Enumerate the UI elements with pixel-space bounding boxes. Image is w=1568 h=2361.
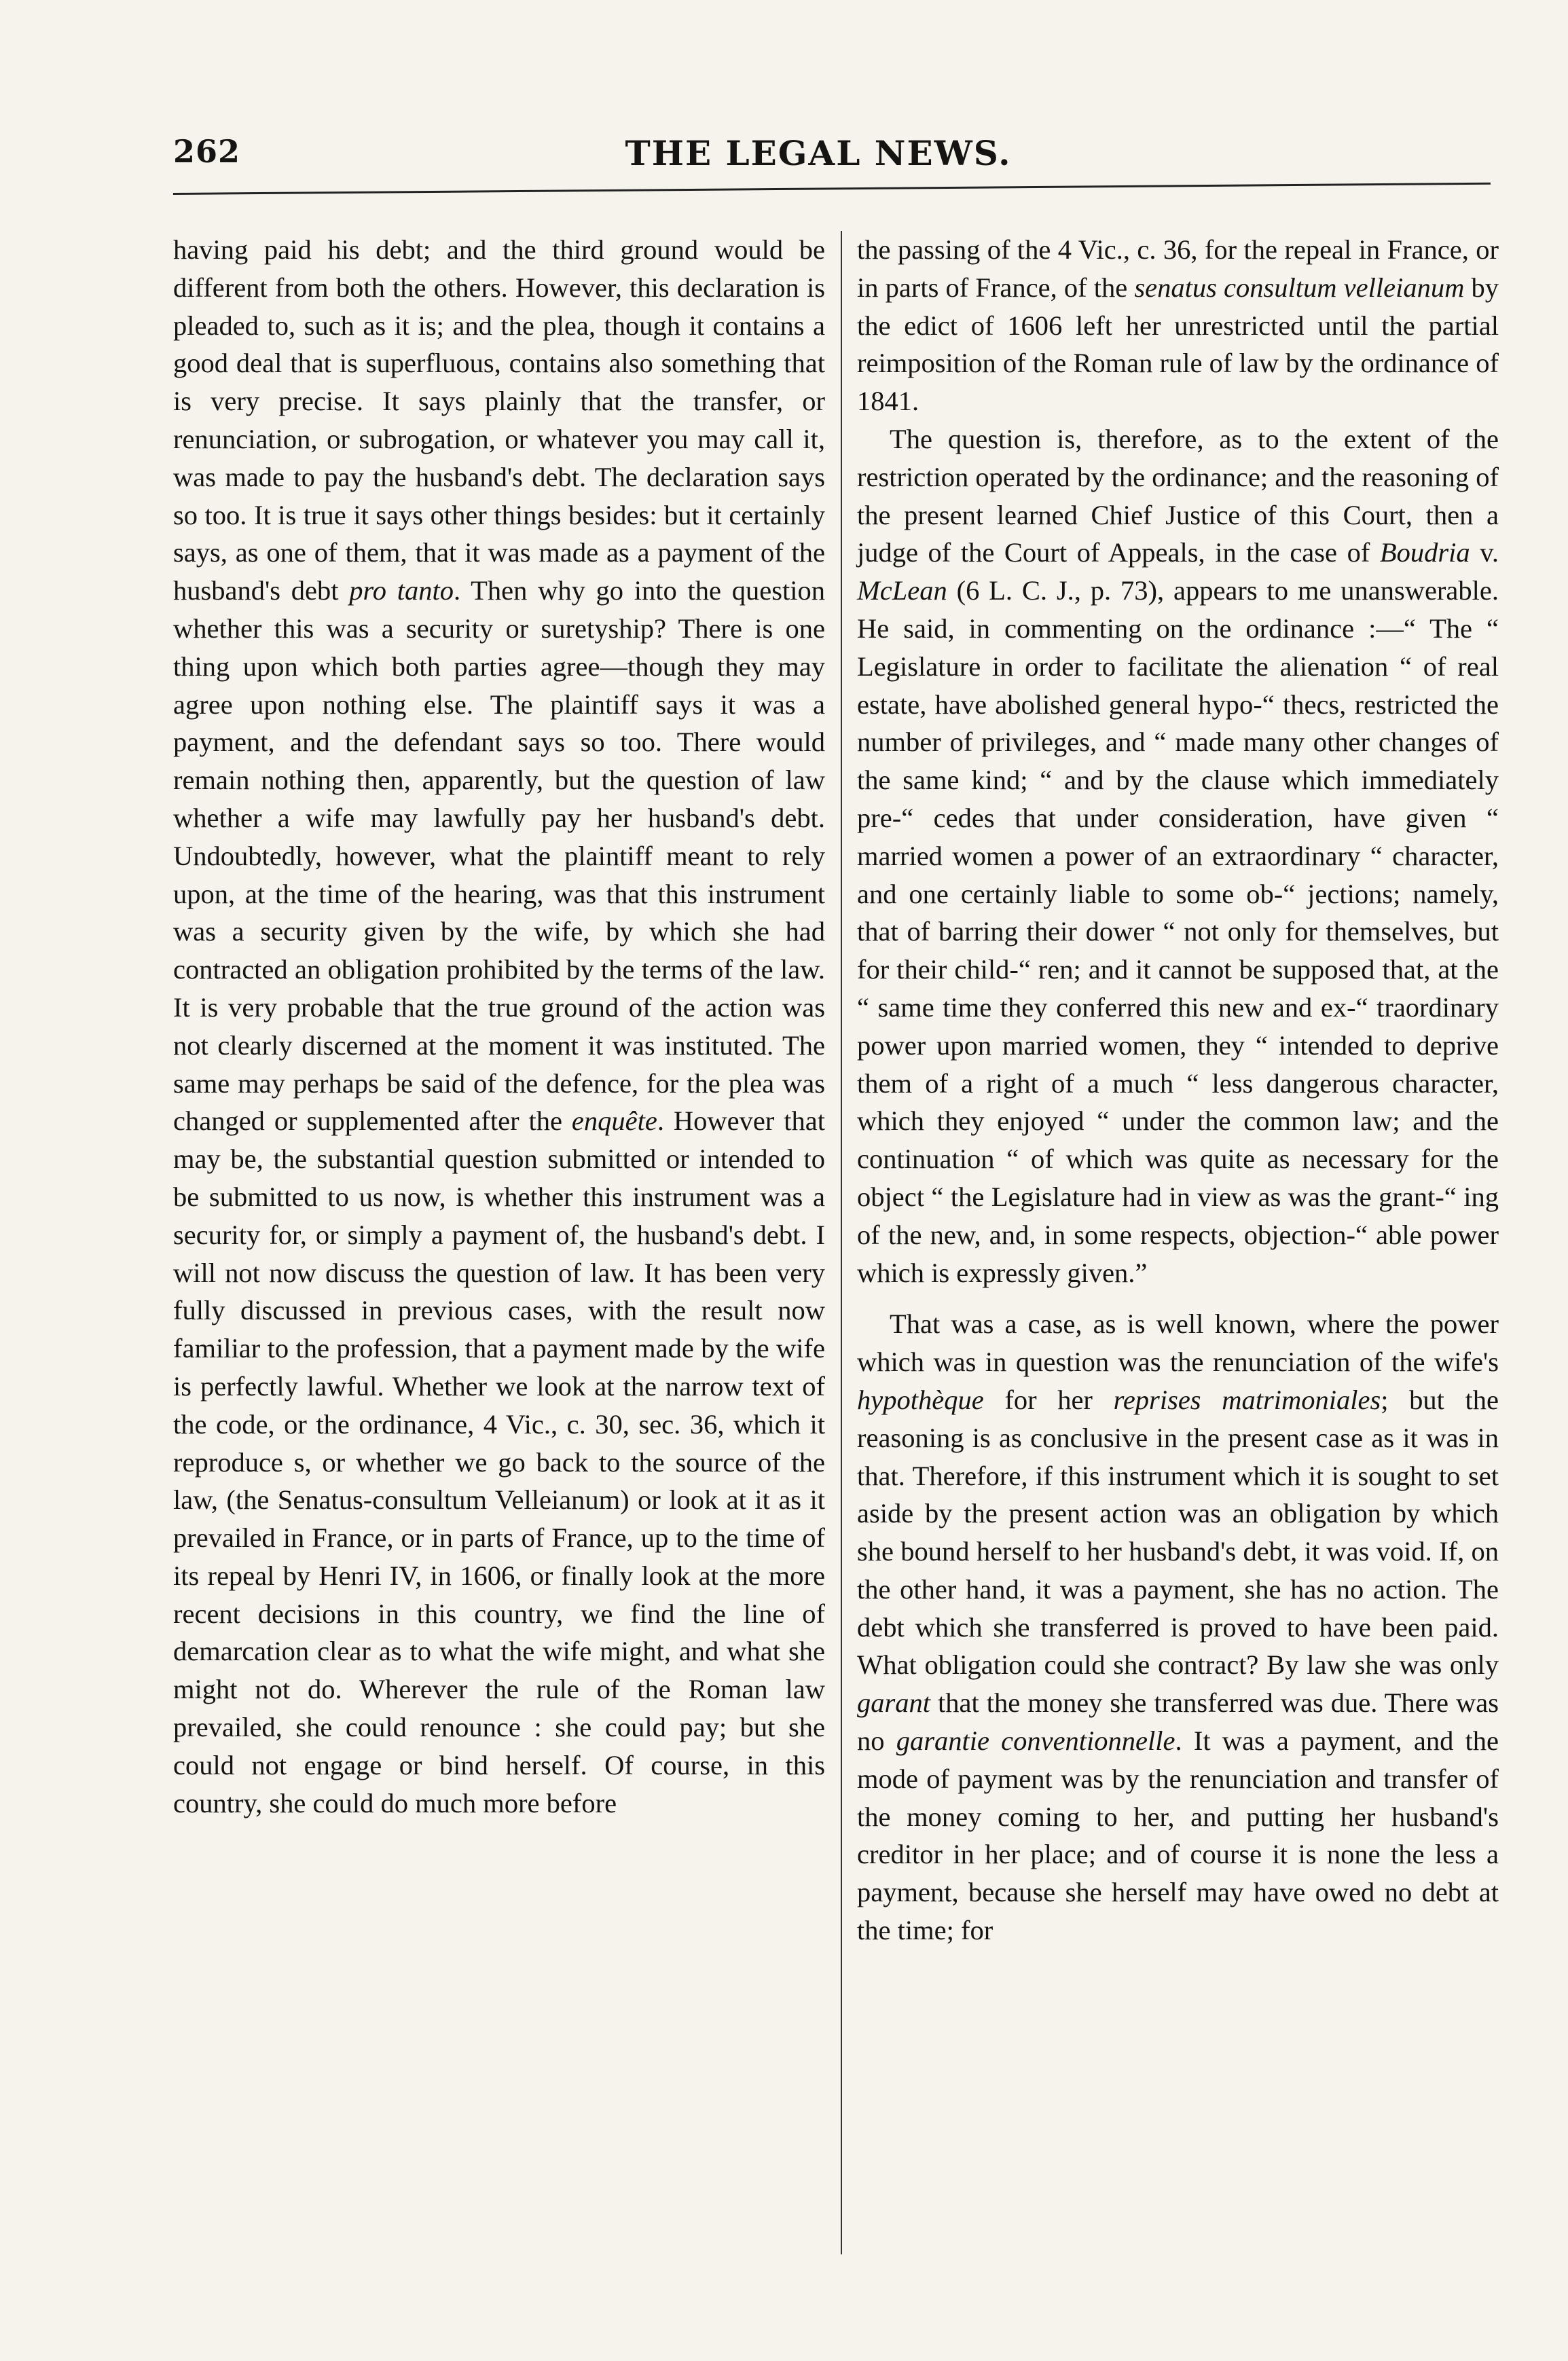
- text-run: the passing of the 4 Vic., c. 36, for the repeal in France, or in parts of France, of the: [857, 234, 1499, 303]
- italic-run: enquête: [571, 1105, 657, 1137]
- text-run: that the money she transferred was due. There was no: [857, 1687, 1499, 1757]
- page-number: 262: [173, 133, 241, 170]
- italic-run: McLean: [857, 575, 947, 606]
- text-run: for her: [983, 1384, 1114, 1415]
- column-divider: [841, 231, 842, 2254]
- right-paragraph-2: [857, 420, 1499, 1292]
- right-paragraph-1: [857, 231, 1499, 420]
- italic-run: reprises matrimoniales: [1113, 1384, 1381, 1415]
- text-run: The question is, therefore, as to the extent of the restriction operated by the ordinance; and the reasoning of the present learned Chief Justice of this Court, then a judge of the Court of Appeals, in the case of: [857, 423, 1499, 568]
- text-run: That was a case, as is well known, where the power which was in question was the renunciation of the wife's: [857, 1308, 1499, 1378]
- text-run: . However that may be, the substantial question submitted or intended to be submitted to us now, is whether this instrument was a security for, or simply a payment of, the husband's debt. I will not now discuss the question of law. It has been very fully discussed in previous cases, with the result now familiar to the profession, that a payment made by the wife is perfectly lawful. Whether we look at the narrow text of the code, or the ordinance, 4 Vic., c. 30, sec. 36, which it reproduce s, or whether we go back to the source of the law, (the Senatus-consultum Velleianum) or look at it as it prevailed in France, or in parts of France, up to the time of its repeal by Henri IV, in 1606, or finally look at the more recent decisions in this country, we find the line of demarcation clear as to what the wife might, and what she might not do. Wherever the rule of the Roman law prevailed, she could renounce : she could pay; but she could not engage or bind herself. Of course, in this country, she could do much more before: [173, 1105, 826, 1818]
- text-run: by the edict of 1606 left her unrestricted until the partial reimposition of the Roman rule of law by the ordinance of 1841.: [857, 272, 1499, 417]
- text-run: (6 L. C. J., p. 73), appears to me unanswerable. He said, in commenting on the ordinance :—“ The “ Legislature in order to facilitate the alienation “ of real estate, have abolished general hypo-“ thecs, restricted the number of privileges, and “ made many other changes of the same kind; “ and by the clause which immediately pre-“ cedes that under consideration, have given “ married women a power of an extraordinary “ character, and one certainly liable to some ob-“ jections; namely, that of barring their dower “ not only for themselves, but for their child-“ ren; and it cannot be supposed that, at the “ same time they conferred this new and ex-“ traordinary power upon married women, they “ intended to deprive them of a right of a much “ less dangerous character, which they enjoyed “ under the common law; and the continuation “ of which was quite as necessary for the object “ the Legislature had in view as was the grant-“ ing of the new, and, in some respects, objection-“ able power which is expressly given.”: [857, 575, 1499, 1288]
- journal-title: THE LEGAL NEWS.: [625, 133, 1012, 173]
- italic-run: garantie conventionnelle: [896, 1725, 1175, 1757]
- header-rule: [173, 183, 1491, 195]
- text-run: having paid his debt; and the third ground would be different from both the others. However, this declaration is pleaded to, such as it is; and the plea, though it contains a good deal that is superfluous, contains also something that is very precise. It says plainly that the transfer, or renunciation, or subrogation, or whatever you may call it, was made to pay the husband's debt. The declaration says so too. It is true it says other things besides: but it certainly says, as one of them, that it was made as a payment of the husband's debt: [173, 234, 825, 606]
- text-run: v.: [1470, 537, 1499, 568]
- italic-run: pro tanto: [349, 575, 454, 606]
- right-column: [857, 231, 1499, 1950]
- text-run: . Then why go into the question whether this was a security or suretyship? There is one thing upon which both parties agree—though they may agree upon nothing else. The plaintiff says it was a payment, and the defendant says so too. There would remain nothing then, apparently, but the question of law whether a wife may lawfully pay her husband's debt. Undoubtedly, however, what the plaintiff meant to rely upon, at the time of the hearing, was that this instrument was a security given by the wife, by which she had contracted an obligation prohibited by the terms of the law. It is very probable that the true ground of the action was not clearly discerned at the moment it was instituted. The same may perhaps be said of the defence, for the plea was changed or supplemented after the: [173, 575, 825, 1137]
- text-run: ; but the reasoning is as conclusive in the present case as it was in that. Therefore, if this instrument which it is sought to set aside by the present action was an obligation by which she bound herself to her husband's debt, it was void. If, on the other hand, it was a payment, she has no action. The debt which she transferred is proved to have been paid. What obligation could she contract? By law she was only: [857, 1384, 1499, 1681]
- page-header: [173, 133, 1463, 181]
- italic-run: garant: [857, 1687, 931, 1719]
- left-paragraph-1: [173, 231, 825, 1822]
- text-run: . It was a payment, and the mode of payment was by the renunciation and transfer of the money coming to her, and putting her husband's creditor in her place; and of course it is none the less a payment, because she herself may have owed no debt at the time; for: [857, 1725, 1499, 1946]
- left-column: [173, 231, 825, 1822]
- italic-run: hypothèque: [857, 1384, 984, 1415]
- italic-run: senatus consultum velleianum: [1134, 272, 1465, 303]
- right-paragraph-3: [857, 1305, 1499, 1950]
- italic-run: Boudria: [1379, 537, 1470, 568]
